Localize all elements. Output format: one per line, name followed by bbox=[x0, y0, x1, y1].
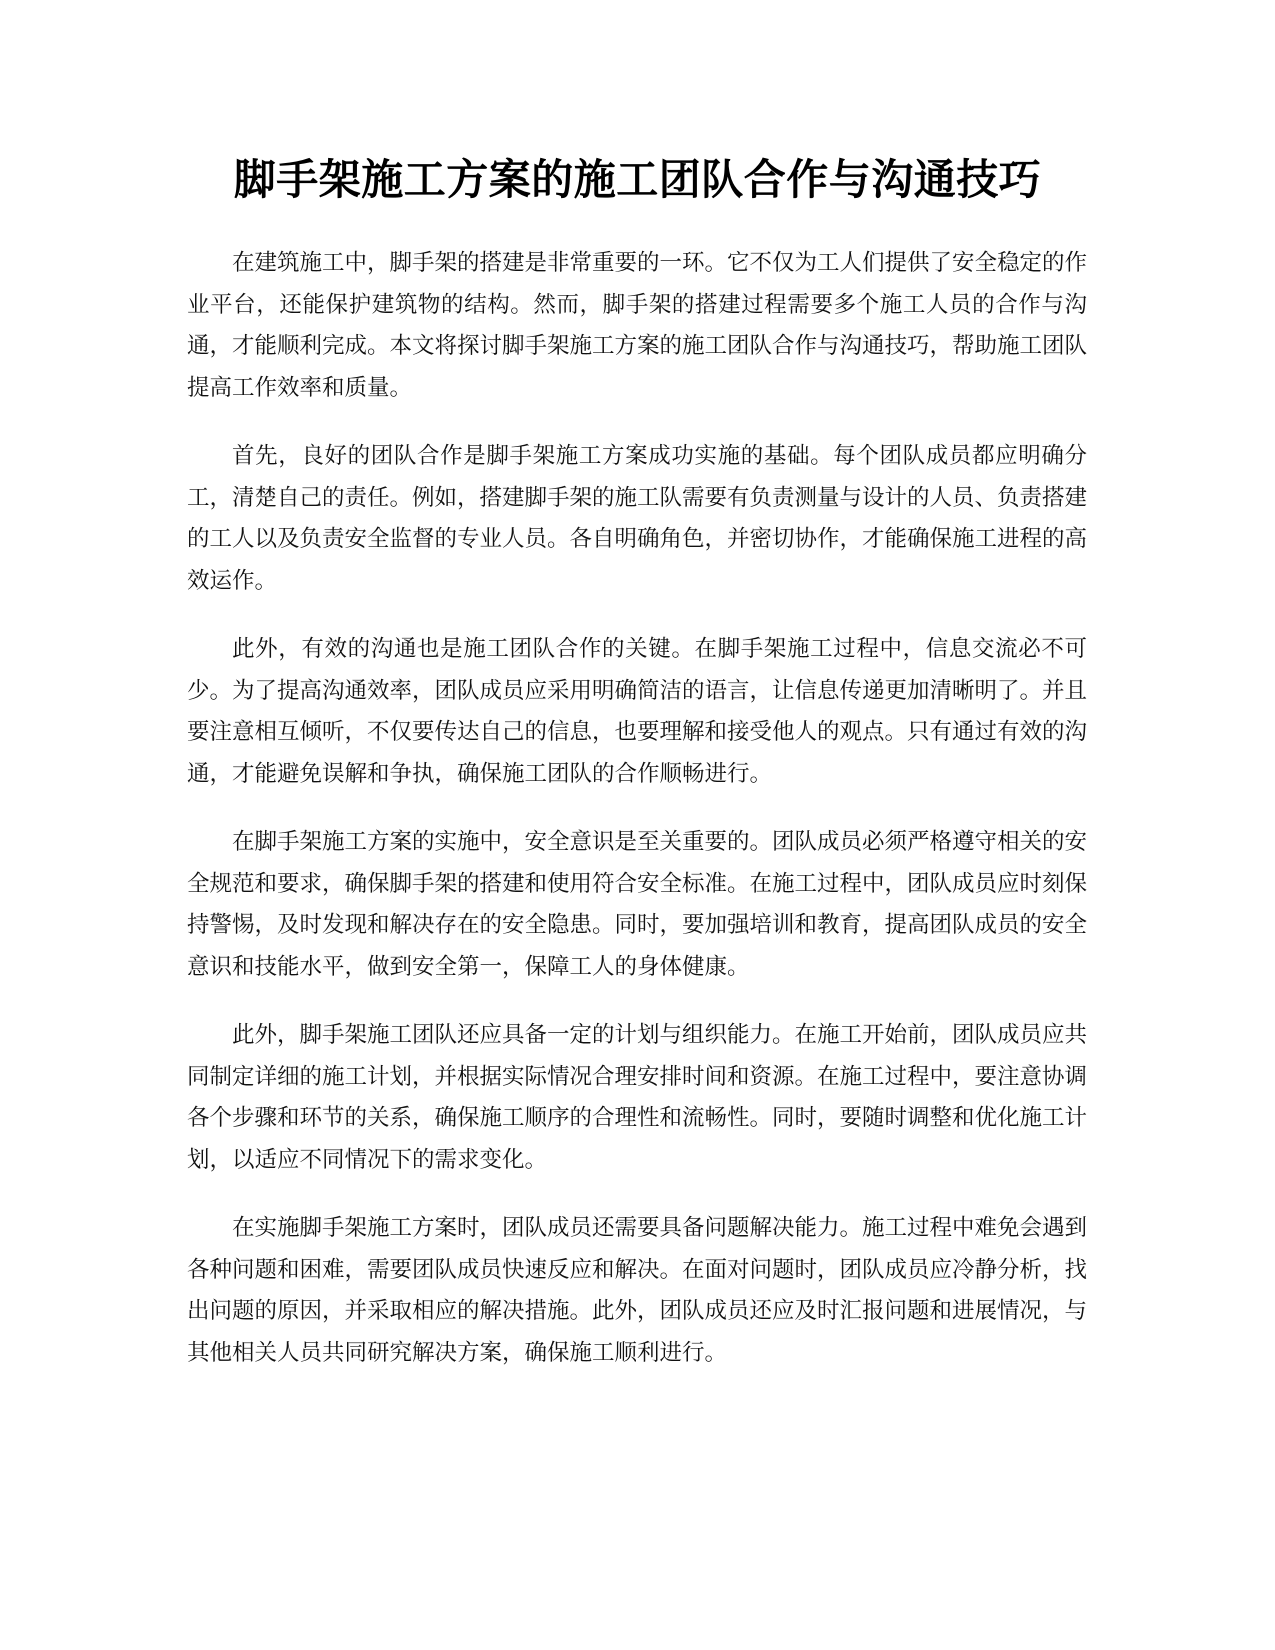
paragraph-3: 此外，有效的沟通也是施工团队合作的关键。在脚手架施工过程中，信息交流必不可少。为了提高沟通效率，团队成员应采用明确简洁的语言，让信息传递更加清晰明了。并且要注意相互倾听，不仅要传达自己的信息，也要理解和接受他人的观点。只有通过有效的沟通，才能避免误解和争执，确保施工团队的合作顺畅进行。 bbox=[187, 636, 1088, 787]
paragraph-5: 此外，脚手架施工团队还应具备一定的计划与组织能力。在施工开始前，团队成员应共同制定详细的施工计划，并根据实际情况合理安排时间和资源。在施工过程中，要注意协调各个步骤和环节的关系，确保施工顺序的合理性和流畅性。同时，要随时调整和优化施工计划，以适应不同情况下的需求变化。 bbox=[187, 1022, 1088, 1173]
document-title: 脚手架施工方案的施工团队合作与沟通技巧 bbox=[233, 155, 1042, 204]
paragraph-4: 在脚手架施工方案的实施中，安全意识是至关重要的。团队成员必须严格遵守相关的安全规范和要求，确保脚手架的搭建和使用符合安全标准。在施工过程中，团队成员应时刻保持警惕，及时发现和解决存在的安全隐患。同时，要加强培训和教育，提高团队成员的安全意识和技能水平，做到安全第一，保障工人的身体健康。 bbox=[187, 829, 1088, 980]
document-body bbox=[187, 243, 1087, 1401]
paragraph-6: 在实施脚手架施工方案时，团队成员还需要具备问题解决能力。施工过程中难免会遇到各种问题和困难，需要团队成员快速反应和解决。在面对问题时，团队成员应冷静分析，找出问题的原因，并采取相应的解决措施。此外，团队成员还应及时汇报问题和进展情况，与其他相关人员共同研究解决方案，确保施工顺利进行。 bbox=[187, 1215, 1088, 1366]
paragraph-2: 首先，良好的团队合作是脚手架施工方案成功实施的基础。每个团队成员都应明确分工，清楚自己的责任。例如，搭建脚手架的施工队需要有负责测量与设计的人员、负责搭建的工人以及负责安全监督的专业人员。各自明确角色，并密切协作，才能确保施工进程的高效运作。 bbox=[187, 443, 1088, 594]
paragraph-1: 在建筑施工中，脚手架的搭建是非常重要的一环。它不仅为工人们提供了安全稳定的作业平台，还能保护建筑物的结构。然而，脚手架的搭建过程需要多个施工人员的合作与沟通，才能顺利完成。本文将探讨脚手架施工方案的施工团队合作与沟通技巧，帮助施工团队提高工作效率和质量。 bbox=[187, 250, 1088, 401]
